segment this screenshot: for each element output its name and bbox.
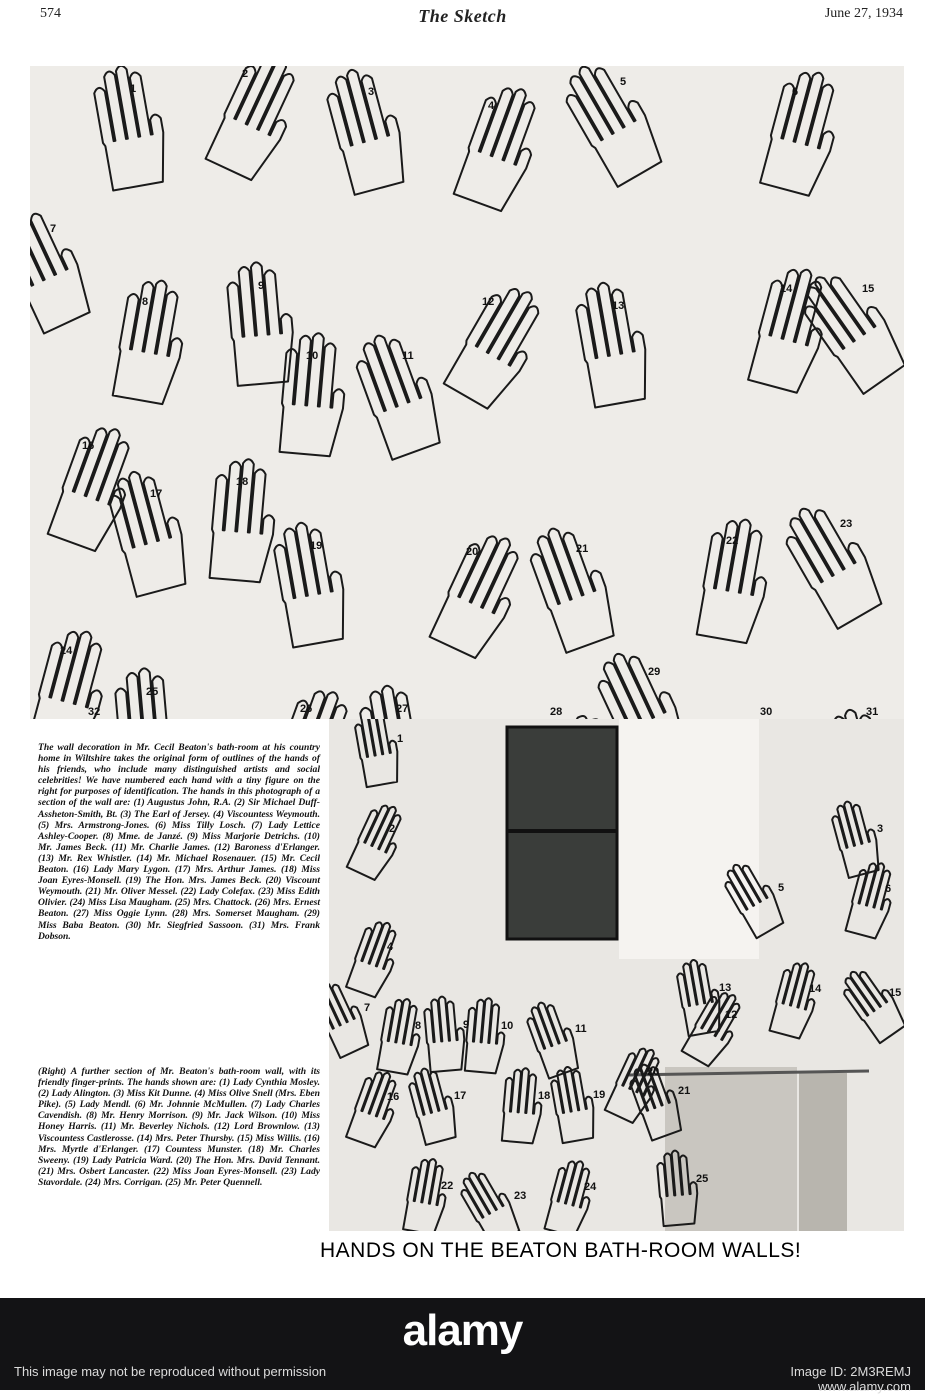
footer-notice — [14, 1364, 326, 1379]
hand-number-label: 8 — [415, 1020, 422, 1032]
hand-number-label: 2 — [389, 823, 396, 835]
alamy-logo: alamy — [402, 1306, 523, 1355]
hand-number-label: 22 — [441, 1180, 454, 1192]
hand-number-label: 30 — [760, 706, 773, 718]
hand-number-label: 32 — [88, 706, 101, 718]
hand-number-label: 11 — [402, 350, 414, 362]
hand-number-label: 27 — [396, 703, 409, 715]
hand-number-label: 31 — [866, 706, 879, 718]
page-number: 574 — [40, 6, 61, 21]
caption-top-photo: The wall decoration in Mr. Cecil Beaton's bath-room at his country home in Wiltshire takes the original form of outlines of the hands of his friends, who include many distinguished artists and social celebrities! We have numbered each hand with a tiny figure on the right for purposes of identification. The hands in this photograph of a section of the wall are: (1) Augustus John, R.A. (2) Sir Michael Duff-Assheton-Smith, Bt. (3) The Earl of Jersey. (4) Viscountess Weymouth. (5) Mrs. Armstrong-Jones. (6) Miss Tilly Losch. (7) Lady Lettice Ashley-Cooper. (8) Mme. de Janzé. (9) Miss Marjorie Detrichs. (10) Mr. James Beck. (11) Mr. Charlie James. (12) Baroness d'Erlanger. (13) Mr. Rex Whistler. (14) Mr. Michael Rosenauer. (15) Mr. Cecil Beaton. (16) Lady Mary Lygon. (17) Mrs. Arthur James. (18) Miss Joan Eyres-Monsell. (19) The Hon. Mrs. James Beck. (20) Viscount Weymouth. (21) Mr. Oliver Messel. (22) Lady Colefax. (23) Miss Edith Olivier. (24) Miss Lisa Maugham. (25) Mrs. Chattock. (26) Mrs. Ernest Beaton. (27) Miss Oggie Lynn. (28) Mrs. Somerset Maugham. (29) Miss Baba Beaton. (30) Mr. Siegfried Sassoon. (31) Mrs. Frank Dobson. — [38, 742, 320, 942]
hand-number-label: 16 — [82, 440, 95, 452]
caption-bottom-photo: (Right) A further section of Mr. Beaton's bath-room wall, with its friendly finger-prints. The hands shown are: (1) Lady Cynthia Mosley. (2) Lady Alington. (3) Miss Kit Dunne. (4) Miss Olive Snell (Mrs. Eben Pike). (5) Lady Mendl. (6) Mr. Johnnie McMullen. (7) Lady Charles Cavendish. (8) Mr. Henry Morrison. (9) Mr. Jack Wilson. (10) Miss Honey Harris. (11) Mr. Beverley Nichols. (12) Lord Brownlow. (13) Viscountess Castlerosse. (14) Mrs. Peter Thursby. (15) Miss Willis. (16) Mrs. Myrtle d'Erlanger. (17) Countess Munster. (18) Mr. Charles Sweeny. (19) Lady Patricia Ward. (20) The Hon. Mrs. David Tennant. (21) Mrs. Osbert Lancaster. (22) Miss Joan Eyres-Monsell. (23) Lady Stavordale. (24) Mrs. Corrigan. (25) Mr. Peter Quennell. — [38, 1066, 320, 1188]
image-id: Image ID: 2M3REMJ — [790, 1364, 911, 1379]
hand-number-label: 5 — [778, 882, 785, 894]
hand-number-label: 6 — [792, 86, 799, 98]
hand-outlines-top — [30, 66, 904, 719]
hand-number-label: 7 — [364, 1002, 371, 1014]
watermark-footer — [0, 1298, 925, 1394]
masthead: The Sketch — [418, 6, 507, 26]
curtain — [619, 719, 759, 959]
hand-number-label: 12 — [482, 296, 495, 308]
hand-number-label: 14 — [809, 983, 822, 995]
hand-number-label: 20 — [647, 1066, 660, 1078]
hand-number-label: 9 — [258, 280, 265, 292]
hand-number-label: 15 — [862, 283, 875, 295]
hand-number-label: 3 — [368, 86, 375, 98]
hand-number-label: 5 — [620, 76, 627, 88]
hand-number-label: 26 — [300, 703, 313, 715]
hand-number-label: 22 — [726, 535, 739, 547]
hand-number-label: 24 — [60, 645, 73, 657]
hand-number-label: 14 — [780, 283, 793, 295]
hand-number-label: 4 — [488, 100, 495, 112]
hand-number-label: 25 — [146, 686, 159, 698]
hand-number-label: 24 — [584, 1181, 597, 1193]
headline: HANDS ON THE BEATON BATH-ROOM WALLS! — [320, 1239, 802, 1262]
hand-number-label: 20 — [466, 546, 479, 558]
hand-number-label: 18 — [236, 476, 249, 488]
issue-date: June 27, 1934 — [824, 6, 903, 21]
hand-number-label: 1 — [130, 83, 137, 95]
hand-number-label: 17 — [454, 1090, 467, 1102]
hand-number-label: 17 — [150, 488, 163, 500]
hand-number-label: 23 — [840, 518, 853, 530]
image-url: www.alamy.com — [818, 1379, 911, 1394]
hand-number-label: 21 — [576, 543, 589, 555]
hand-number-label: 16 — [387, 1091, 400, 1103]
hand-number-label: 23 — [514, 1190, 527, 1202]
hand-number-label: 13 — [719, 982, 732, 994]
hand-number-label: 7 — [50, 223, 57, 235]
hand-number-label: 6 — [885, 883, 892, 895]
hand-number-label: 8 — [142, 296, 149, 308]
hand-number-label: 12 — [725, 1009, 738, 1021]
hand-number-label: 19 — [310, 540, 323, 552]
hand-number-label: 2 — [242, 68, 249, 80]
hand-number-label: 10 — [306, 350, 319, 362]
hand-number-label: 28 — [550, 706, 563, 718]
hand-number-label: 21 — [678, 1085, 691, 1097]
footer-notice-text: This image may not be reproduced without permission — [14, 1364, 327, 1379]
hand-number-label: 3 — [877, 823, 884, 835]
hand-outlines-bottom — [329, 719, 904, 1231]
hand-number-label: 18 — [538, 1090, 551, 1102]
hand-number-label: 11 — [575, 1023, 587, 1035]
hand-number-label: 1 — [397, 733, 404, 745]
bottom-wall-photo — [329, 719, 904, 1231]
top-wall-photo — [30, 66, 904, 719]
hand-number-label: 15 — [889, 987, 902, 999]
hand-number-label: 9 — [463, 1019, 470, 1031]
hand-number-label: 25 — [696, 1173, 709, 1185]
hand-number-label: 13 — [612, 300, 625, 312]
hand-number-label: 29 — [648, 666, 661, 678]
hand-number-label: 19 — [593, 1089, 606, 1101]
hand-number-label: 10 — [501, 1020, 514, 1032]
towel-2 — [799, 1073, 847, 1231]
hand-number-label: 4 — [387, 941, 394, 953]
